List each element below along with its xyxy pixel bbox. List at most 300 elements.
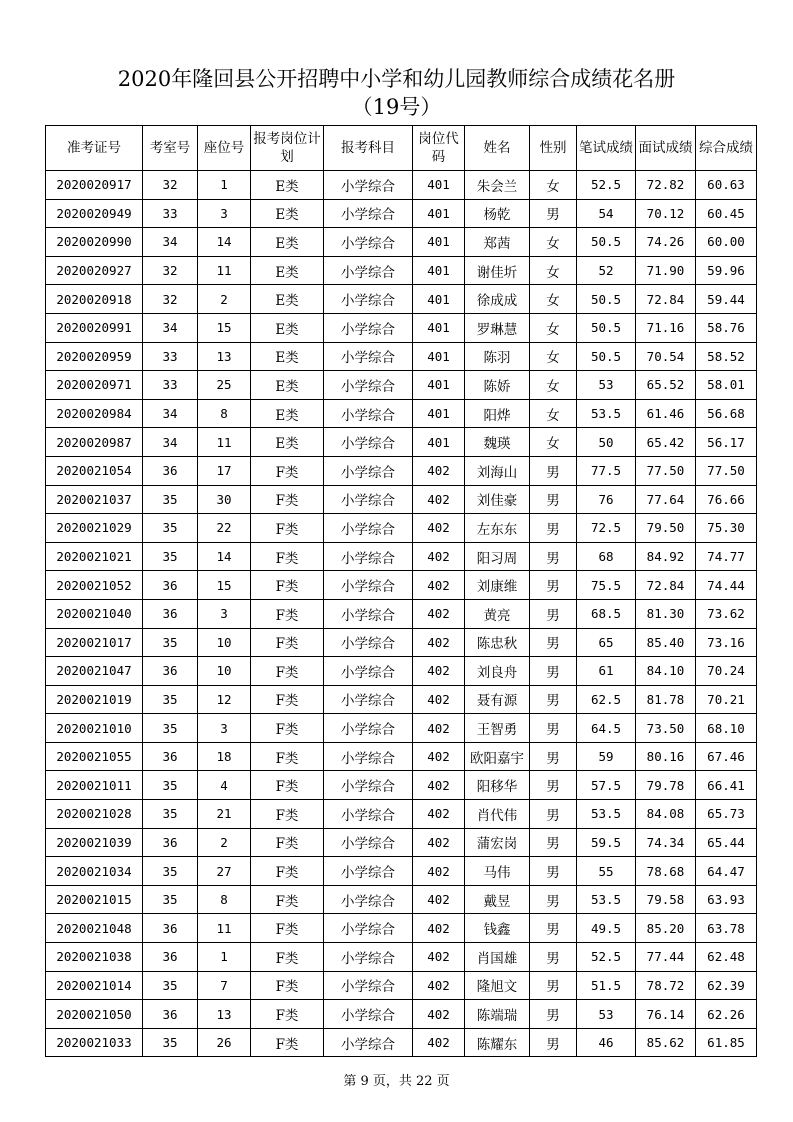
- cell-interview-score: 77.50: [636, 456, 696, 485]
- cell-interview-score: 85.62: [636, 1028, 696, 1057]
- cell-exam-room: 32: [143, 285, 198, 314]
- table-row: [46, 828, 757, 857]
- table-body: [46, 171, 757, 1057]
- cell-written-score: 59: [577, 742, 636, 771]
- cell-exam-room: 36: [143, 599, 198, 628]
- cell-name: 隆旭文: [465, 971, 530, 1000]
- cell-interview-score: 85.20: [636, 914, 696, 943]
- table-row: [46, 914, 757, 943]
- cell-seat-number: 2: [198, 828, 251, 857]
- cell-total-score: 74.44: [696, 571, 757, 600]
- cell-subject: 小学综合: [324, 771, 413, 800]
- cell-admission-number: 2020020927: [46, 256, 143, 285]
- cell-subject: 小学综合: [324, 485, 413, 514]
- header-seat-number: 座位号: [198, 126, 251, 171]
- cell-admission-number: 2020021019: [46, 685, 143, 714]
- cell-admission-number: 2020021021: [46, 542, 143, 571]
- cell-name: 陈耀东: [465, 1028, 530, 1057]
- cell-subject: 小学综合: [324, 399, 413, 428]
- cell-position-plan: F类: [251, 685, 324, 714]
- cell-interview-score: 79.50: [636, 514, 696, 543]
- cell-admission-number: 2020021054: [46, 456, 143, 485]
- cell-seat-number: 4: [198, 771, 251, 800]
- cell-admission-number: 2020021034: [46, 857, 143, 886]
- header-name: 姓名: [465, 126, 530, 171]
- cell-exam-room: 35: [143, 542, 198, 571]
- cell-seat-number: 12: [198, 685, 251, 714]
- cell-seat-number: 7: [198, 971, 251, 1000]
- cell-position-code: 401: [413, 199, 465, 228]
- cell-admission-number: 2020021010: [46, 714, 143, 743]
- cell-exam-room: 35: [143, 1028, 198, 1057]
- cell-position-plan: F类: [251, 714, 324, 743]
- cell-admission-number: 2020020971: [46, 371, 143, 400]
- table-row: [46, 542, 757, 571]
- header-exam-room: 考室号: [143, 126, 198, 171]
- cell-exam-room: 33: [143, 342, 198, 371]
- table-row: [46, 742, 757, 771]
- cell-position-code: 402: [413, 771, 465, 800]
- cell-interview-score: 84.10: [636, 657, 696, 686]
- cell-gender: 男: [530, 571, 577, 600]
- header-written-score: 笔试成绩: [577, 126, 636, 171]
- cell-position-code: 402: [413, 1000, 465, 1029]
- cell-exam-room: 36: [143, 742, 198, 771]
- cell-interview-score: 78.68: [636, 857, 696, 886]
- cell-position-plan: F类: [251, 742, 324, 771]
- cell-total-score: 58.52: [696, 342, 757, 371]
- cell-seat-number: 8: [198, 885, 251, 914]
- cell-position-plan: F类: [251, 571, 324, 600]
- cell-total-score: 70.21: [696, 685, 757, 714]
- cell-interview-score: 77.64: [636, 485, 696, 514]
- cell-name: 欧阳嘉宇: [465, 742, 530, 771]
- cell-total-score: 75.30: [696, 514, 757, 543]
- cell-interview-score: 84.92: [636, 542, 696, 571]
- cell-gender: 男: [530, 800, 577, 829]
- cell-exam-room: 33: [143, 371, 198, 400]
- cell-name: 魏瑛: [465, 428, 530, 457]
- cell-position-plan: F类: [251, 771, 324, 800]
- cell-position-code: 402: [413, 714, 465, 743]
- table-row: [46, 228, 757, 257]
- cell-position-plan: F类: [251, 456, 324, 485]
- cell-interview-score: 85.40: [636, 628, 696, 657]
- cell-total-score: 70.24: [696, 657, 757, 686]
- cell-admission-number: 2020020990: [46, 228, 143, 257]
- cell-name: 朱会兰: [465, 171, 530, 200]
- cell-total-score: 59.96: [696, 256, 757, 285]
- cell-admission-number: 2020021037: [46, 485, 143, 514]
- cell-subject: 小学综合: [324, 828, 413, 857]
- table-row: [46, 599, 757, 628]
- cell-subject: 小学综合: [324, 371, 413, 400]
- cell-seat-number: 30: [198, 485, 251, 514]
- cell-written-score: 61: [577, 657, 636, 686]
- cell-written-score: 53.5: [577, 399, 636, 428]
- cell-gender: 女: [530, 371, 577, 400]
- cell-subject: 小学综合: [324, 742, 413, 771]
- table-row: [46, 371, 757, 400]
- cell-total-score: 62.39: [696, 971, 757, 1000]
- cell-gender: 男: [530, 1028, 577, 1057]
- cell-seat-number: 27: [198, 857, 251, 886]
- table-row: [46, 171, 757, 200]
- cell-exam-room: 36: [143, 571, 198, 600]
- cell-gender: 男: [530, 857, 577, 886]
- cell-position-plan: E类: [251, 313, 324, 342]
- cell-subject: 小学综合: [324, 313, 413, 342]
- table-row: [46, 1028, 757, 1057]
- cell-seat-number: 22: [198, 514, 251, 543]
- cell-exam-room: 32: [143, 171, 198, 200]
- header-admission-number: 准考证号: [46, 126, 143, 171]
- cell-admission-number: 2020020917: [46, 171, 143, 200]
- cell-interview-score: 79.58: [636, 885, 696, 914]
- cell-position-code: 402: [413, 657, 465, 686]
- cell-written-score: 53.5: [577, 885, 636, 914]
- cell-gender: 女: [530, 228, 577, 257]
- table-row: [46, 685, 757, 714]
- cell-name: 陈忠秋: [465, 628, 530, 657]
- cell-subject: 小学综合: [324, 628, 413, 657]
- cell-position-plan: F类: [251, 542, 324, 571]
- cell-written-score: 49.5: [577, 914, 636, 943]
- cell-exam-room: 35: [143, 857, 198, 886]
- cell-position-code: 402: [413, 971, 465, 1000]
- cell-seat-number: 3: [198, 714, 251, 743]
- cell-subject: 小学综合: [324, 514, 413, 543]
- cell-seat-number: 18: [198, 742, 251, 771]
- cell-admission-number: 2020021033: [46, 1028, 143, 1057]
- cell-exam-room: 35: [143, 628, 198, 657]
- cell-position-code: 401: [413, 342, 465, 371]
- cell-subject: 小学综合: [324, 171, 413, 200]
- cell-position-code: 402: [413, 485, 465, 514]
- cell-total-score: 73.62: [696, 599, 757, 628]
- cell-total-score: 68.10: [696, 714, 757, 743]
- cell-position-plan: F类: [251, 514, 324, 543]
- table-row: [46, 657, 757, 686]
- cell-admission-number: 2020021055: [46, 742, 143, 771]
- cell-total-score: 76.66: [696, 485, 757, 514]
- cell-interview-score: 72.84: [636, 571, 696, 600]
- cell-written-score: 46: [577, 1028, 636, 1057]
- cell-position-plan: F类: [251, 800, 324, 829]
- cell-name: 刘海山: [465, 456, 530, 485]
- cell-position-plan: F类: [251, 599, 324, 628]
- cell-interview-score: 73.50: [636, 714, 696, 743]
- cell-total-score: 67.46: [696, 742, 757, 771]
- cell-admission-number: 2020021039: [46, 828, 143, 857]
- cell-seat-number: 2: [198, 285, 251, 314]
- cell-subject: 小学综合: [324, 428, 413, 457]
- cell-written-score: 50: [577, 428, 636, 457]
- document-subtitle: （19号）: [351, 95, 442, 119]
- header-gender: 性别: [530, 126, 577, 171]
- table-row: [46, 571, 757, 600]
- cell-subject: 小学综合: [324, 599, 413, 628]
- cell-admission-number: 2020020949: [46, 199, 143, 228]
- header-total-score: 综合成绩: [696, 126, 757, 171]
- cell-position-plan: E类: [251, 399, 324, 428]
- cell-position-plan: F类: [251, 485, 324, 514]
- cell-exam-room: 36: [143, 914, 198, 943]
- table-row: [46, 1000, 757, 1029]
- cell-gender: 女: [530, 171, 577, 200]
- cell-written-score: 51.5: [577, 971, 636, 1000]
- cell-seat-number: 25: [198, 371, 251, 400]
- cell-name: 罗琳慧: [465, 313, 530, 342]
- cell-name: 阳移华: [465, 771, 530, 800]
- cell-admission-number: 2020021015: [46, 885, 143, 914]
- cell-name: 陈娇: [465, 371, 530, 400]
- cell-interview-score: 61.46: [636, 399, 696, 428]
- cell-position-code: 401: [413, 171, 465, 200]
- cell-seat-number: 1: [198, 171, 251, 200]
- cell-position-plan: E类: [251, 228, 324, 257]
- table-row: [46, 771, 757, 800]
- cell-gender: 女: [530, 256, 577, 285]
- document-title: 2020年隆回县公开招聘中小学和幼儿园教师综合成绩花名册: [117, 67, 676, 91]
- cell-admission-number: 2020021052: [46, 571, 143, 600]
- cell-written-score: 53: [577, 371, 636, 400]
- header-subject: 报考科目: [324, 126, 413, 171]
- cell-seat-number: 13: [198, 1000, 251, 1029]
- cell-total-score: 60.45: [696, 199, 757, 228]
- cell-total-score: 62.48: [696, 943, 757, 972]
- cell-gender: 男: [530, 828, 577, 857]
- cell-subject: 小学综合: [324, 885, 413, 914]
- cell-position-plan: F类: [251, 885, 324, 914]
- cell-total-score: 58.76: [696, 313, 757, 342]
- cell-admission-number: 2020021017: [46, 628, 143, 657]
- cell-seat-number: 1: [198, 943, 251, 972]
- cell-gender: 男: [530, 485, 577, 514]
- cell-seat-number: 15: [198, 571, 251, 600]
- cell-gender: 男: [530, 514, 577, 543]
- cell-interview-score: 72.84: [636, 285, 696, 314]
- cell-seat-number: 3: [198, 599, 251, 628]
- cell-admission-number: 2020021011: [46, 771, 143, 800]
- cell-exam-room: 33: [143, 199, 198, 228]
- cell-subject: 小学综合: [324, 971, 413, 1000]
- cell-written-score: 68.5: [577, 599, 636, 628]
- cell-position-code: 401: [413, 228, 465, 257]
- cell-seat-number: 21: [198, 800, 251, 829]
- cell-gender: 女: [530, 313, 577, 342]
- cell-name: 陈端瑞: [465, 1000, 530, 1029]
- cell-exam-room: 32: [143, 256, 198, 285]
- cell-seat-number: 3: [198, 199, 251, 228]
- cell-interview-score: 72.82: [636, 171, 696, 200]
- cell-gender: 男: [530, 714, 577, 743]
- cell-interview-score: 65.52: [636, 371, 696, 400]
- cell-total-score: 56.17: [696, 428, 757, 457]
- cell-position-code: 402: [413, 885, 465, 914]
- cell-position-code: 402: [413, 742, 465, 771]
- cell-admission-number: 2020021029: [46, 514, 143, 543]
- cell-position-code: 401: [413, 371, 465, 400]
- cell-subject: 小学综合: [324, 542, 413, 571]
- cell-position-code: 402: [413, 685, 465, 714]
- cell-name: 聂有源: [465, 685, 530, 714]
- cell-gender: 女: [530, 342, 577, 371]
- cell-exam-room: 36: [143, 828, 198, 857]
- cell-written-score: 62.5: [577, 685, 636, 714]
- cell-written-score: 54: [577, 199, 636, 228]
- cell-seat-number: 11: [198, 428, 251, 457]
- cell-name: 蒲宏岗: [465, 828, 530, 857]
- cell-seat-number: 17: [198, 456, 251, 485]
- cell-position-plan: E类: [251, 342, 324, 371]
- cell-gender: 男: [530, 1000, 577, 1029]
- cell-written-score: 50.5: [577, 285, 636, 314]
- cell-position-plan: E类: [251, 285, 324, 314]
- table-row: [46, 256, 757, 285]
- cell-position-plan: F类: [251, 857, 324, 886]
- cell-admission-number: 2020021048: [46, 914, 143, 943]
- cell-admission-number: 2020020959: [46, 342, 143, 371]
- cell-subject: 小学综合: [324, 1000, 413, 1029]
- cell-gender: 女: [530, 428, 577, 457]
- cell-position-code: 401: [413, 313, 465, 342]
- score-roster-table: [45, 125, 757, 1057]
- cell-interview-score: 70.54: [636, 342, 696, 371]
- cell-position-code: 401: [413, 428, 465, 457]
- cell-written-score: 53: [577, 1000, 636, 1029]
- cell-interview-score: 70.12: [636, 199, 696, 228]
- page-footer: 第 9 页，共 22 页: [343, 1074, 450, 1089]
- cell-name: 徐成成: [465, 285, 530, 314]
- cell-name: 杨乾: [465, 199, 530, 228]
- cell-name: 肖国雄: [465, 943, 530, 972]
- cell-written-score: 55: [577, 857, 636, 886]
- cell-subject: 小学综合: [324, 456, 413, 485]
- cell-position-plan: F类: [251, 828, 324, 857]
- cell-seat-number: 14: [198, 542, 251, 571]
- cell-admission-number: 2020021038: [46, 943, 143, 972]
- cell-subject: 小学综合: [324, 571, 413, 600]
- cell-exam-room: 36: [143, 657, 198, 686]
- table-header-row: [46, 126, 757, 171]
- header-interview-score: 面试成绩: [636, 126, 696, 171]
- table-row: [46, 485, 757, 514]
- cell-seat-number: 10: [198, 657, 251, 686]
- cell-total-score: 56.68: [696, 399, 757, 428]
- cell-position-plan: E类: [251, 171, 324, 200]
- table-row: [46, 285, 757, 314]
- cell-written-score: 75.5: [577, 571, 636, 600]
- cell-written-score: 50.5: [577, 342, 636, 371]
- header-position-code: 岗位代码: [413, 126, 465, 171]
- cell-name: 肖代伟: [465, 800, 530, 829]
- cell-exam-room: 35: [143, 771, 198, 800]
- cell-subject: 小学综合: [324, 228, 413, 257]
- cell-position-plan: F类: [251, 1000, 324, 1029]
- cell-exam-room: 34: [143, 428, 198, 457]
- cell-gender: 女: [530, 285, 577, 314]
- cell-position-code: 402: [413, 571, 465, 600]
- cell-name: 刘良舟: [465, 657, 530, 686]
- table-row: [46, 199, 757, 228]
- cell-name: 左东东: [465, 514, 530, 543]
- cell-position-plan: F类: [251, 1028, 324, 1057]
- cell-admission-number: 2020020991: [46, 313, 143, 342]
- cell-interview-score: 81.78: [636, 685, 696, 714]
- cell-gender: 男: [530, 914, 577, 943]
- cell-admission-number: 2020020984: [46, 399, 143, 428]
- cell-seat-number: 13: [198, 342, 251, 371]
- cell-position-code: 402: [413, 828, 465, 857]
- cell-exam-room: 35: [143, 800, 198, 829]
- cell-written-score: 76: [577, 485, 636, 514]
- table-row: [46, 971, 757, 1000]
- cell-total-score: 66.41: [696, 771, 757, 800]
- cell-written-score: 65: [577, 628, 636, 657]
- cell-name: 谢佳圻: [465, 256, 530, 285]
- cell-total-score: 60.00: [696, 228, 757, 257]
- cell-exam-room: 36: [143, 1000, 198, 1029]
- cell-total-score: 77.50: [696, 456, 757, 485]
- cell-name: 王智勇: [465, 714, 530, 743]
- cell-subject: 小学综合: [324, 857, 413, 886]
- cell-written-score: 52.5: [577, 943, 636, 972]
- cell-exam-room: 34: [143, 313, 198, 342]
- table-row: [46, 456, 757, 485]
- cell-name: 马伟: [465, 857, 530, 886]
- cell-seat-number: 11: [198, 256, 251, 285]
- cell-position-code: 402: [413, 800, 465, 829]
- cell-position-plan: F类: [251, 628, 324, 657]
- table-row: [46, 885, 757, 914]
- cell-gender: 男: [530, 542, 577, 571]
- cell-subject: 小学综合: [324, 800, 413, 829]
- cell-total-score: 61.85: [696, 1028, 757, 1057]
- cell-name: 阳习周: [465, 542, 530, 571]
- cell-gender: 男: [530, 685, 577, 714]
- cell-written-score: 64.5: [577, 714, 636, 743]
- cell-written-score: 50.5: [577, 313, 636, 342]
- table-row: [46, 399, 757, 428]
- cell-interview-score: 81.30: [636, 599, 696, 628]
- cell-position-code: 402: [413, 943, 465, 972]
- cell-exam-room: 35: [143, 885, 198, 914]
- table-row: [46, 800, 757, 829]
- table-row: [46, 428, 757, 457]
- cell-interview-score: 79.78: [636, 771, 696, 800]
- cell-total-score: 74.77: [696, 542, 757, 571]
- cell-interview-score: 71.16: [636, 313, 696, 342]
- cell-written-score: 59.5: [577, 828, 636, 857]
- cell-subject: 小学综合: [324, 914, 413, 943]
- cell-subject: 小学综合: [324, 714, 413, 743]
- cell-position-code: 401: [413, 256, 465, 285]
- cell-gender: 男: [530, 199, 577, 228]
- cell-total-score: 59.44: [696, 285, 757, 314]
- cell-exam-room: 34: [143, 399, 198, 428]
- cell-name: 钱鑫: [465, 914, 530, 943]
- cell-position-code: 402: [413, 542, 465, 571]
- cell-subject: 小学综合: [324, 285, 413, 314]
- cell-interview-score: 77.44: [636, 943, 696, 972]
- cell-position-plan: F类: [251, 914, 324, 943]
- cell-written-score: 50.5: [577, 228, 636, 257]
- cell-interview-score: 78.72: [636, 971, 696, 1000]
- cell-seat-number: 8: [198, 399, 251, 428]
- table-row: [46, 857, 757, 886]
- cell-interview-score: 84.08: [636, 800, 696, 829]
